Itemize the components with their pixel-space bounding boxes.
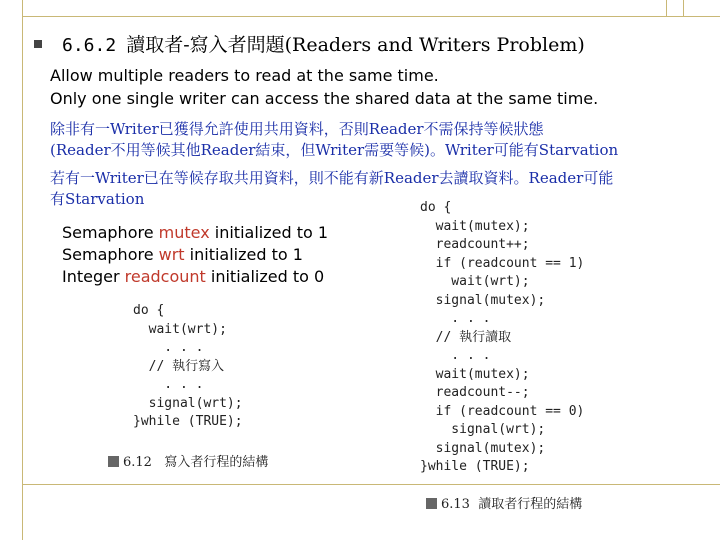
top-border-line [22, 16, 720, 17]
semaphore-label: Semaphore [62, 245, 159, 264]
writer-figure-caption [108, 451, 268, 470]
integer-label: Integer [62, 267, 125, 286]
note-line-1: 除非有一Writer已獲得允許使用共用資料，否則Reader不需保持等候狀態 [50, 120, 544, 138]
reader-code-block: do { wait(mutex); readcount++; if (readcount == 1) wait(wrt); signal(mutex); . . . // 執行讀取 . . . wait(mutex); readcount--; if (readcount == 0) signal(wrt); signal(mutex); }while (TRUE); [420, 200, 585, 474]
corner-divider [683, 0, 700, 16]
var-readcount: readcount [124, 267, 206, 286]
init-text: initialized to 0 [205, 267, 325, 286]
figure-number: 6.13 [441, 497, 470, 512]
slide-title [62, 30, 585, 57]
text-line-2: Only one single writer can access the shared data at the same time. [50, 89, 599, 108]
figure-caption-text: 寫入者行程的結構 [164, 455, 269, 470]
figure-icon [108, 456, 119, 467]
init-text: initialized to 1 [184, 245, 303, 264]
figure-caption-text: 讀取者行程的結構 [478, 497, 583, 512]
semaphore-label: Semaphore [62, 223, 159, 242]
left-border-line [22, 0, 23, 540]
figure-number: 6.12 [123, 455, 152, 470]
bottom-border-line [22, 484, 720, 485]
note-line-4: 有Starvation [50, 190, 145, 208]
semaphore-wrt-line [62, 245, 303, 264]
writer-code-block: do { wait(wrt); . . . // 執行寫入 . . . signal(wrt); }while (TRUE); [133, 303, 243, 429]
figure-icon [426, 498, 437, 509]
section-number: 6.6.2 [62, 35, 117, 56]
reader-figure-caption [426, 493, 582, 512]
text-line-1: Allow multiple readers to read at the same time. [50, 66, 439, 85]
integer-readcount-line [62, 267, 324, 286]
note-line-2: (Reader不用等候其他Reader結束，但Writer需要等候)。Writer可能有Starvation [50, 141, 619, 159]
bullet-icon [34, 40, 42, 48]
title-text: 讀取者-寫入者問題(Readers and Writers Problem) [126, 34, 585, 56]
corner-divider [666, 0, 684, 16]
var-mutex: mutex [158, 223, 210, 242]
semaphore-mutex-line [62, 223, 328, 242]
init-text: initialized to 1 [209, 223, 329, 242]
note-line-3: 若有一Writer已在等候存取共用資料，則不能有新Reader去讀取資料。Reader可能 [50, 169, 614, 187]
var-wrt: wrt [158, 245, 185, 264]
